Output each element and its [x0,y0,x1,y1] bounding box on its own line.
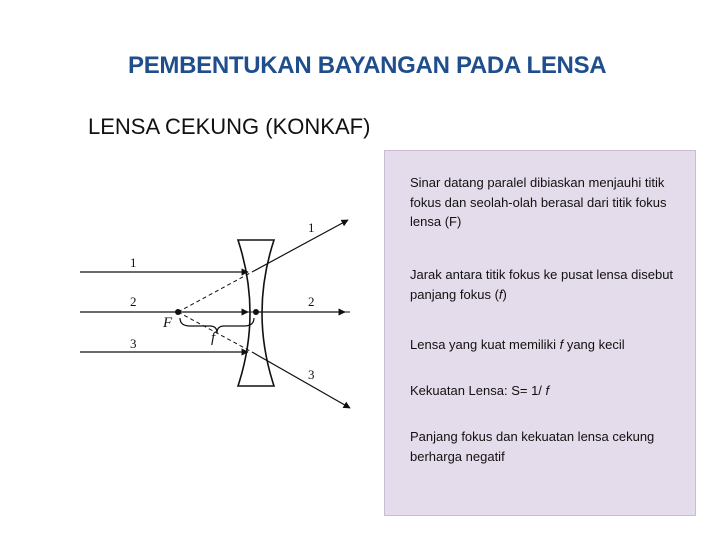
ray-label-out-2: 2 [308,294,315,309]
note-strong-lens-after: yang kecil [563,337,625,352]
ray-label-out-1: 1 [308,220,315,235]
note-lens-power [410,381,682,401]
lens-center-point [253,309,259,315]
note-focal-length [410,265,682,304]
note-lens-power-symbol: f [545,383,550,398]
focus-label: F [163,315,173,331]
focal-length-brace [180,318,254,333]
ray-label-in-2: 2 [130,294,137,309]
note-negative-values: Panjang fokus dan kekuatan lensa cekung berharga negatif [410,429,655,464]
ray-label-in-1: 1 [130,255,137,270]
note-strong-lens-symbol: f [559,337,564,352]
note-focal-length-symbol: f [498,286,503,302]
note-focal-length-after: ) [502,286,507,302]
note-lens-power-before: Kekuatan Lensa: S= 1/ [410,383,546,398]
note-strong-lens-before: Lensa yang kuat memiliki [410,337,560,352]
slide-subtitle: LENSA CEKUNG (KONKAF) [88,114,371,139]
note-strong-lens [410,335,682,355]
explanation-panel [384,150,696,516]
focal-point [175,309,181,315]
concave-lens-diagram [70,200,370,420]
note-parallel-rays: Sinar datang paralel dibiaskan menjauhi titik fokus dan seolah-olah berasal dari titik fokus lensa (F) [410,175,667,229]
ray-label-in-3: 3 [130,336,137,351]
focal-length-label: f [211,330,216,346]
note-focal-length-before: Jarak antara titik fokus ke pusat lensa disebut panjang fokus ( [410,267,674,302]
incident-rays [80,272,248,352]
ray-label-out-3: 3 [308,367,315,382]
slide-title: PEMBENTUKAN BAYANGAN PADA LENSA [128,52,607,79]
